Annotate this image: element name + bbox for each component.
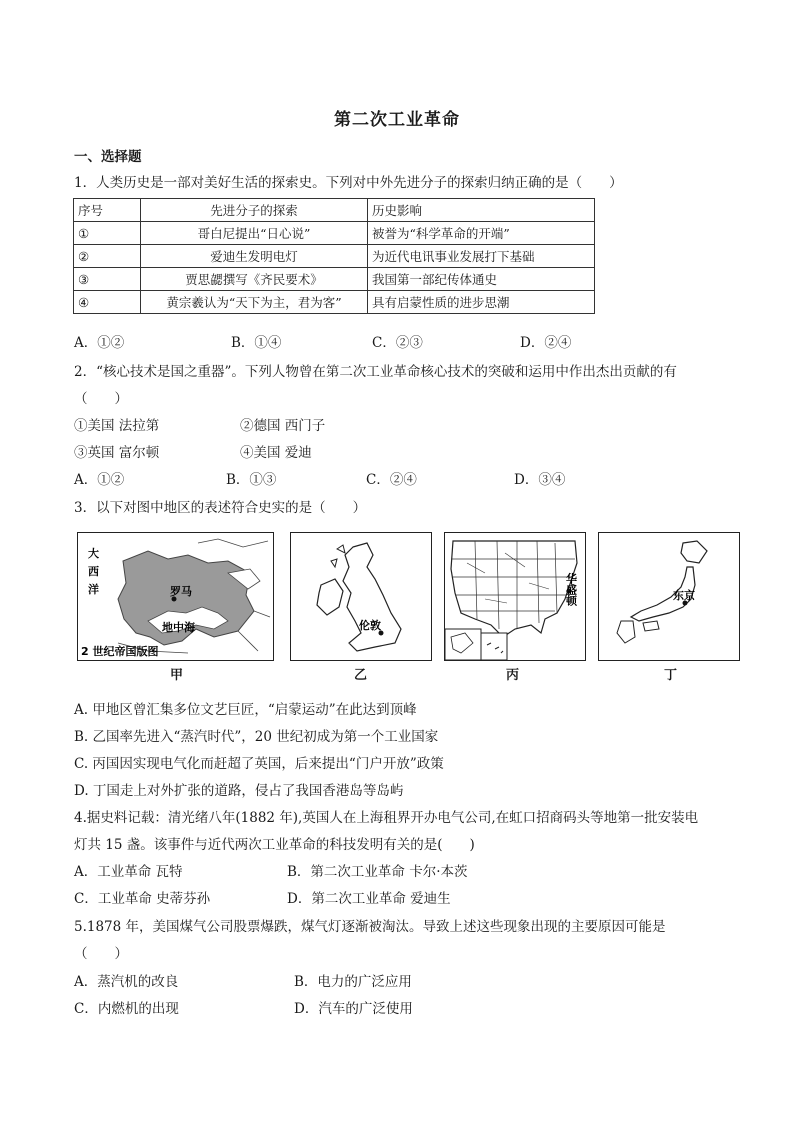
map-text: 华盛顿 (564, 573, 578, 606)
table-row (74, 245, 595, 268)
q1-option-b[interactable]: B．①④ (231, 335, 282, 351)
table-cell: 爱迪生发明电灯 (141, 245, 368, 268)
q3-option-b[interactable]: B. 乙国率先进入“蒸汽时代”，20 世纪初成为第一个工业国家 (74, 729, 439, 745)
q3-stem: 3．以下对图中地区的表述符合史实的是（ ） (74, 500, 367, 516)
map-text: 东京 (673, 589, 695, 602)
q2-item: ①美国 法拉第 (74, 418, 160, 434)
table-cell: 具有启蒙性质的进步思潮 (368, 291, 595, 314)
map-text: 罗马 (170, 585, 192, 598)
section-heading: 一、选择题 (74, 149, 142, 165)
table-row (74, 268, 595, 291)
map-label-yi: 乙 (354, 668, 368, 683)
map-usa (444, 532, 586, 661)
q5-option-c[interactable]: C．内燃机的出现 (74, 1001, 179, 1017)
map-roman-empire (77, 532, 274, 661)
table-row (74, 291, 595, 314)
table-header: 先进分子的探索 (141, 199, 368, 222)
table-cell: 贾思勰撰写《齐民要术》 (141, 268, 368, 291)
map-label-bing: 丙 (506, 668, 520, 683)
q4-option-b[interactable]: B．第二次工业革命 卡尔·本茨 (287, 864, 468, 880)
q3-option-c[interactable]: C. 丙国因实现电气化而赶超了英国，后来提出“门户开放”政策 (74, 756, 444, 772)
q5-stem: 5.1878 年，美国煤气公司股票爆跌，煤气灯逐渐被淘汰。导致上述这些现象出现的主要原因可能是 (74, 919, 666, 935)
q2-paren: （ ） (74, 391, 128, 407)
table-cell: 哥白尼提出“日心说” (141, 222, 368, 245)
q4-option-d[interactable]: D．第二次工业革命 爱迪生 (287, 891, 451, 907)
q2-option-b[interactable]: B．①③ (226, 472, 277, 488)
q2-option-c[interactable]: C．②④ (366, 472, 417, 488)
q4-stem-line1: 4.据史料记载：清光绪八年(1882 年),英国人在上海租界开办电气公司,在虹口招商码头等地第一批安装电 (74, 810, 699, 826)
q1-stem: 1．人类历史是一部对美好生活的探索史。下列对中外先进分子的探索归纳正确的是（ ） (74, 175, 623, 191)
q3-option-a[interactable]: A. 甲地区曾汇集多位文艺巨匠，“启蒙运动”在此达到顶峰 (74, 702, 417, 718)
map-text: 洋 (88, 583, 99, 596)
map-japan (598, 532, 740, 661)
map-text: 大 (88, 547, 99, 560)
q2-option-d[interactable]: D．③④ (514, 472, 566, 488)
page-title: 第二次工业革命 (334, 110, 460, 130)
map-britain (290, 532, 432, 661)
table-header: 序号 (74, 199, 141, 222)
map-label-jia: 甲 (170, 668, 184, 683)
table-row (74, 222, 595, 245)
map-caption: 2 世纪帝国版图 (81, 645, 159, 658)
q5-option-a[interactable]: A．蒸汽机的改良 (74, 974, 179, 990)
table-cell: ② (74, 245, 141, 268)
table-cell: 黄宗羲认为“天下为主，君为客” (141, 291, 368, 314)
q5-option-b[interactable]: B．电力的广泛应用 (294, 974, 412, 990)
q3-option-d[interactable]: D. 丁国走上对外扩张的道路，侵占了我国香港岛等岛屿 (74, 783, 404, 799)
table-cell: ① (74, 222, 141, 245)
q1-option-c[interactable]: C．②③ (372, 335, 423, 351)
q2-stem: 2．“核心技术是国之重器”。下列人物曾在第二次工业革命核心技术的突破和运用中作出杰出贡献的有 (74, 364, 677, 380)
q5-paren: （ ） (74, 946, 128, 962)
table-cell: ③ (74, 268, 141, 291)
table-header: 历史影响 (368, 199, 595, 222)
q2-item: ③英国 富尔顿 (74, 445, 160, 461)
table-cell: ④ (74, 291, 141, 314)
map-text: 西 (88, 565, 99, 578)
q2-item: ④美国 爱迪 (240, 445, 312, 461)
q4-option-c[interactable]: C．工业革命 史蒂芬孙 (74, 891, 211, 907)
q5-option-d[interactable]: D．汽车的广泛使用 (294, 1001, 413, 1017)
table-cell: 我国第一部纪传体通史 (368, 268, 595, 291)
table-cell: 为近代电讯事业发展打下基础 (368, 245, 595, 268)
q4-stem-line2: 灯共 15 盏。该事件与近代两次工业革命的科技发明有关的是( ) (74, 837, 475, 853)
q1-option-a[interactable]: A．①② (74, 335, 125, 351)
q2-item: ②德国 西门子 (240, 418, 326, 434)
map-label-ding: 丁 (664, 668, 678, 683)
q1-table (73, 198, 595, 314)
q4-option-a[interactable]: A．工业革命 瓦特 (74, 864, 183, 880)
map-text: 地中海 (162, 621, 195, 634)
q1-option-d[interactable]: D．②④ (520, 335, 572, 351)
table-header-row (74, 199, 595, 222)
table-cell: 被誉为“科学革命的开端” (368, 222, 595, 245)
map-text: 伦敦 (359, 619, 381, 632)
q2-option-a[interactable]: A．①② (74, 472, 125, 488)
